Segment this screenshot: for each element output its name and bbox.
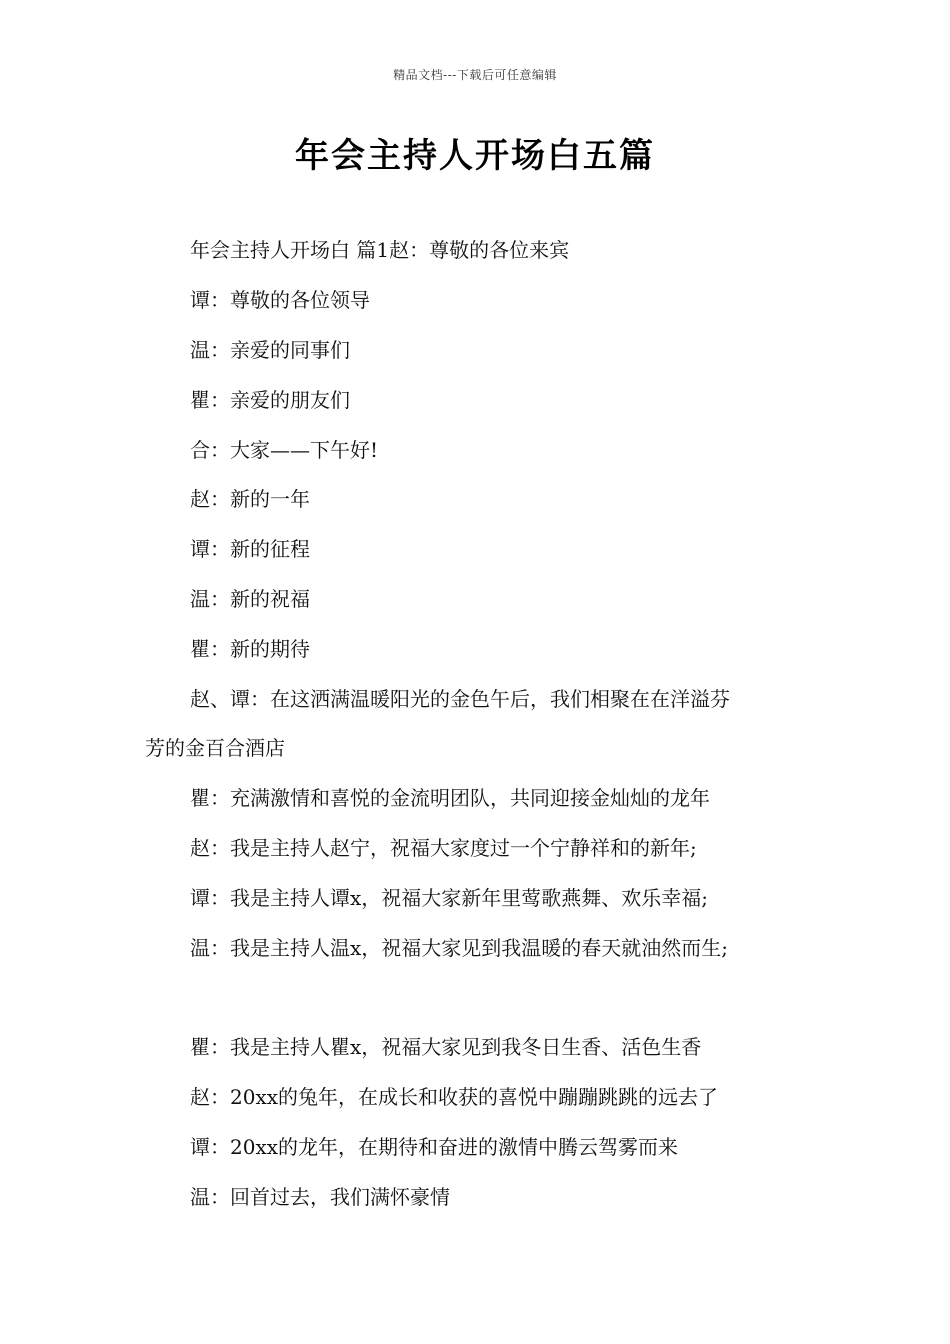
text-line: 温：回首过去，我们满怀豪情 — [190, 1185, 450, 1209]
text-line: 赵：20xx的兔年，在成长和收获的喜悦中蹦蹦跳跳的远去了 — [190, 1085, 719, 1109]
text-line: 赵：我是主持人赵宁，祝福大家度过一个宁静祥和的新年; — [190, 836, 697, 860]
page-title: 年会主持人开场白五篇 — [295, 136, 655, 176]
text-line: 合：大家——下午好! — [190, 438, 379, 462]
text-line: 瞿：亲爱的朋友们 — [190, 388, 350, 412]
text-line-continuation: 芳的金百合酒店 — [145, 736, 285, 760]
text-line: 谭：我是主持人谭x，祝福大家新年里莺歌燕舞、欢乐幸福; — [190, 886, 709, 910]
text-line: 赵、谭：在这洒满温暖阳光的金色午后，我们相聚在在洋溢芬 — [190, 687, 730, 711]
text-line: 年会主持人开场白 篇1赵：尊敬的各位来宾 — [190, 238, 570, 262]
text-line: 温：新的祝福 — [190, 587, 310, 611]
header-note: 精品文档---下载后可任意编辑 — [393, 68, 557, 82]
text-line: 瞿：充满激情和喜悦的金流明团队，共同迎接金灿灿的龙年 — [190, 786, 710, 810]
text-line: 温：亲爱的同事们 — [190, 338, 350, 362]
text-line: 瞿：我是主持人瞿x，祝福大家见到我冬日生香、活色生香 — [190, 1035, 702, 1059]
text-line: 谭：新的征程 — [190, 537, 310, 561]
text-line: 温：我是主持人温x，祝福大家见到我温暖的春天就油然而生; — [190, 936, 729, 960]
text-line: 赵：新的一年 — [190, 487, 310, 511]
text-line: 瞿：新的期待 — [190, 637, 310, 661]
text-line: 谭：尊敬的各位领导 — [190, 288, 370, 312]
text-line: 谭：20xx的龙年，在期待和奋进的激情中腾云驾雾而来 — [190, 1135, 679, 1159]
